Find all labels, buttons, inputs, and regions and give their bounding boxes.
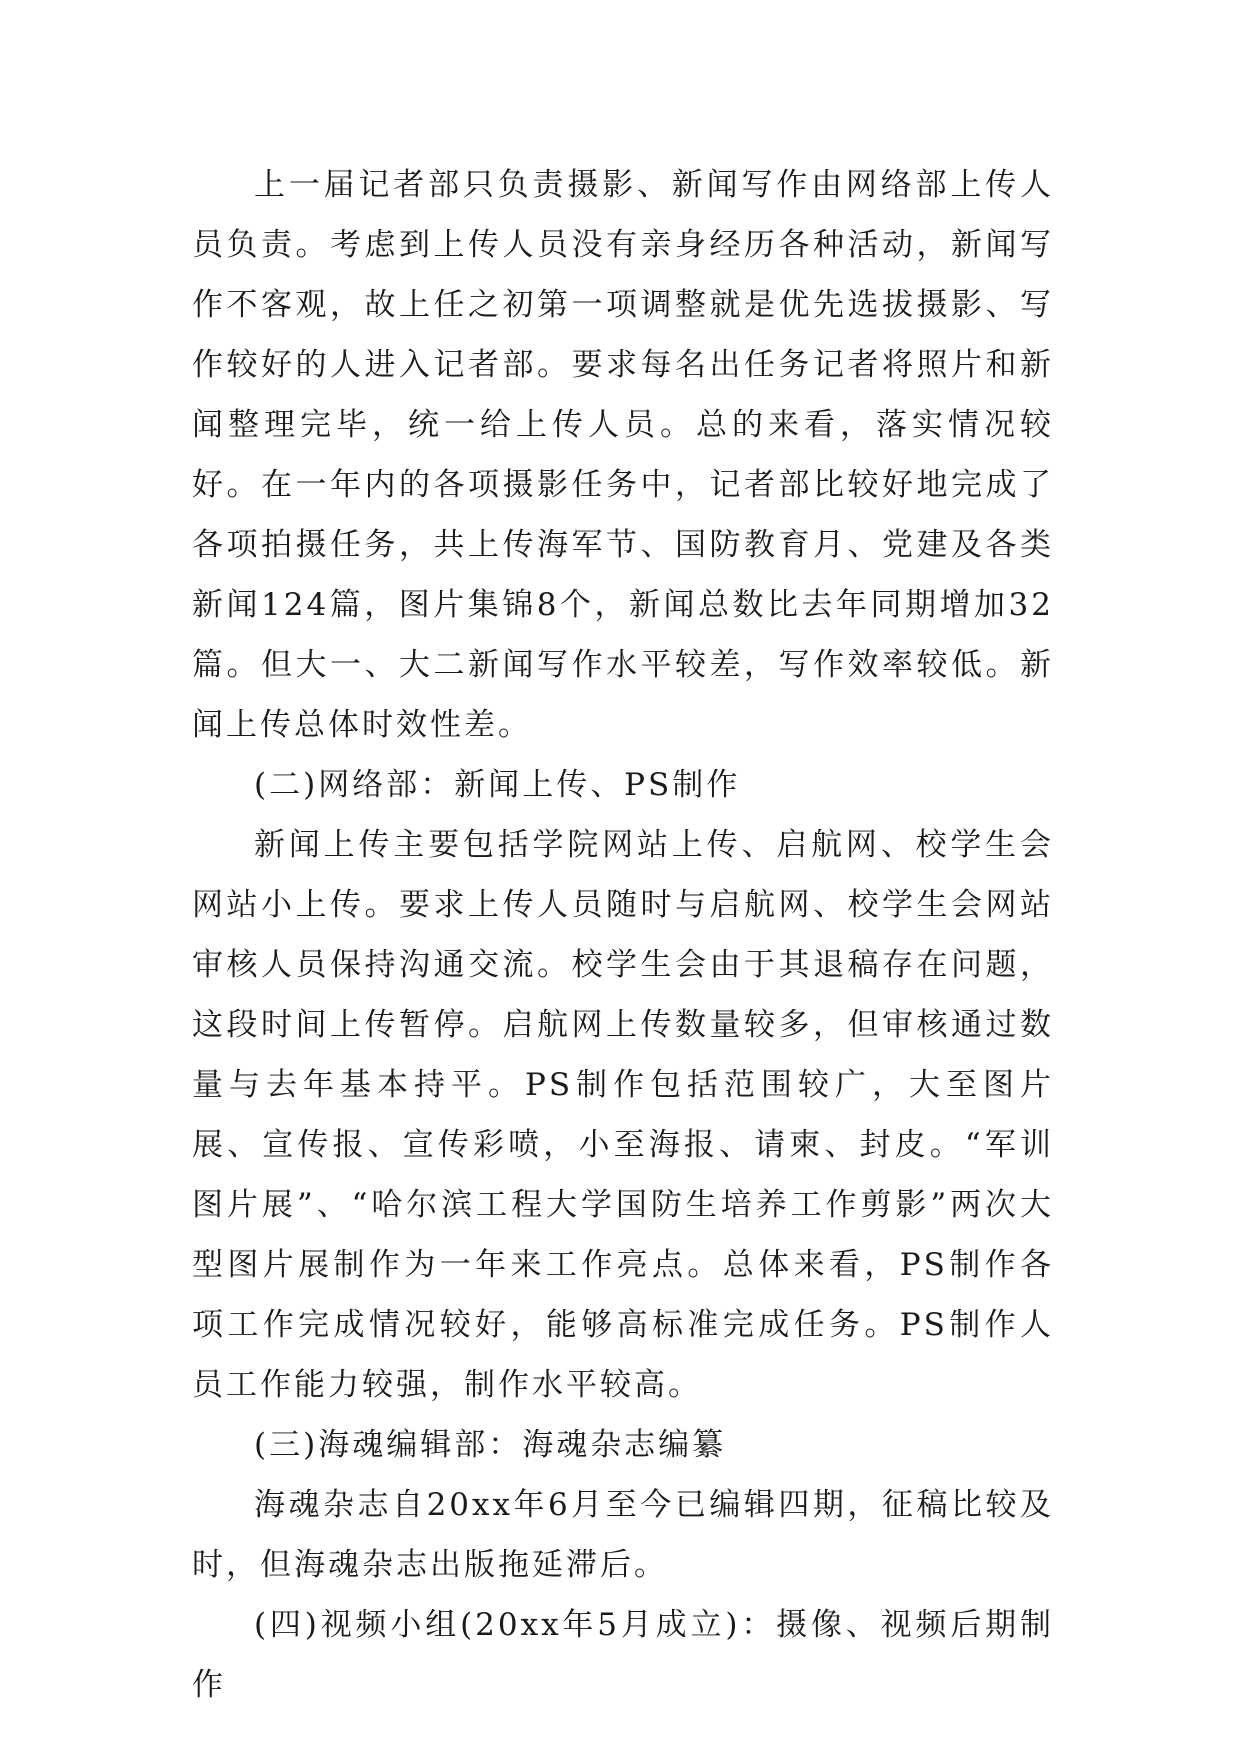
section-heading-haihun-editorial: (三)海魂编辑部：海魂杂志编纂 <box>254 1427 727 1463</box>
paragraph-network-dept: 新闻上传主要包括学院网站上传、启航网、校学生会网站小上传。要求上传人员随时与启航网、校学生会网站审核人员保持沟通交流。校学生会由于其退稿存在问题，这段时间上传暂停。启航网上传数量较多，但审核通过数量与去年基本持平。PS制作包括范围较广，大至图片展、宣传报、宣传彩喷，小至海报、请柬、封皮。“军训图片展”、“哈尔滨工程大学国防生培养工作剪影”两次大型图片展制作为一年来工作亮点。总体来看，PS制作各项工作完成情况较好，能够高标准完成任务。PS制作人员工作能力较强，制作水平较高。 <box>192 827 1054 1403</box>
section-heading-network-dept: (二)网络部：新闻上传、PS制作 <box>254 767 741 803</box>
paragraph-reporter-dept: 上一届记者部只负责摄影、新闻写作由网络部上传人员负责。考虑到上传人员没有亲身经历各种活动，新闻写作不客观，故上任之初第一项调整就是优先选拔摄影、写作较好的人进入记者部。要求每名出任务记者将照片和新闻整理完毕，统一给上传人员。总的来看，落实情况较好。在一年内的各项摄影任务中，记者部比较好地完成了各项拍摄任务，共上传海军节、国防教育月、党建及各类新闻124篇，图片集锦8个，新闻总数比去年同期增加32篇。但大一、大二新闻写作水平较差，写作效率较低。新闻上传总体时效性差。 <box>192 167 1054 743</box>
document-body <box>192 155 1054 1715</box>
paragraph-haihun-magazine: 海魂杂志自20xx年6月至今已编辑四期，征稿比较及时，但海魂杂志出版拖延滞后。 <box>192 1487 1054 1583</box>
section-heading-video-group: (四)视频小组(20xx年5月成立)：摄像、视频后期制作 <box>192 1607 1054 1703</box>
